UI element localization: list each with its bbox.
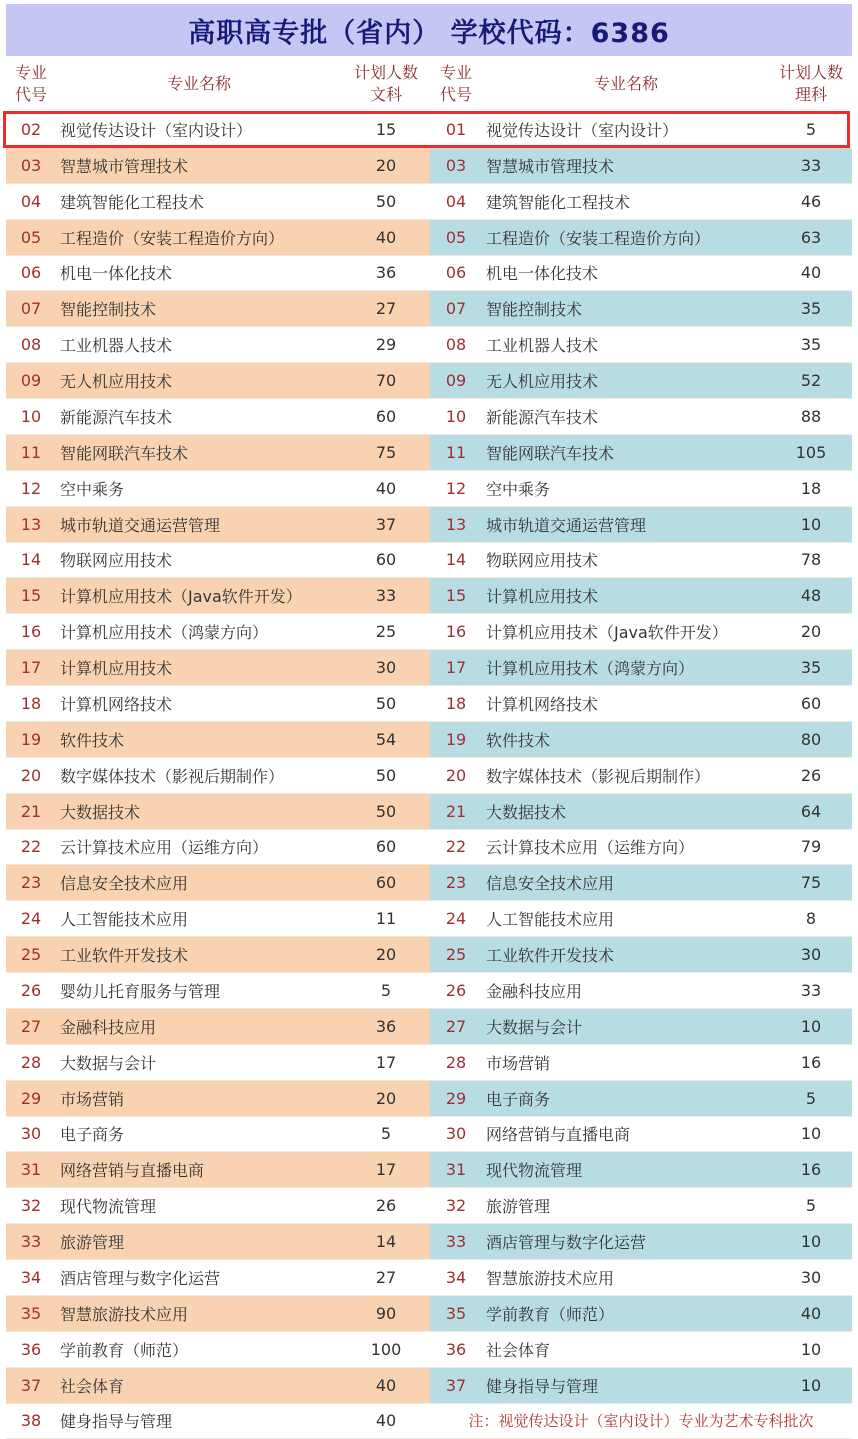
left-major-name: 智能网联汽车技术 (56, 434, 342, 470)
right-plan-count: 63 (770, 219, 852, 255)
right-major-name: 计算机应用技术（鸿蒙方向） (482, 650, 770, 686)
right-plan-count: 18 (770, 470, 852, 506)
left-plan-count: 25 (342, 614, 430, 650)
right-major-name: 计算机网络技术 (482, 686, 770, 722)
right-major-code: 30 (430, 1116, 482, 1152)
left-plan-count: 26 (342, 1188, 430, 1224)
left-major-name: 市场营销 (56, 1080, 342, 1116)
right-major-code: 11 (430, 434, 482, 470)
left-major-code: 05 (6, 219, 56, 255)
left-plan-count: 17 (342, 1152, 430, 1188)
left-major-name: 大数据与会计 (56, 1044, 342, 1080)
left-plan-count: 70 (342, 363, 430, 399)
left-major-name: 无人机应用技术 (56, 363, 342, 399)
left-plan-count: 11 (342, 901, 430, 937)
left-major-name: 婴幼儿托育服务与管理 (56, 973, 342, 1009)
left-major-code: 23 (6, 865, 56, 901)
right-plan-count: 26 (770, 757, 852, 793)
header-left-plan (342, 58, 430, 110)
right-major-name: 视觉传达设计（室内设计） (482, 112, 770, 147)
left-major-code: 09 (6, 363, 56, 399)
right-major-name: 旅游管理 (482, 1188, 770, 1224)
right-plan-count: 48 (770, 578, 852, 614)
table-row (6, 901, 852, 937)
header-left-plan-line1: 计划人数 (353, 63, 418, 82)
right-plan-count: 20 (770, 614, 852, 650)
left-plan-count: 14 (342, 1224, 430, 1260)
right-major-code: 09 (430, 363, 482, 399)
left-major-code: 03 (6, 147, 56, 183)
left-plan-count: 60 (342, 829, 430, 865)
right-major-code: 26 (430, 973, 482, 1009)
left-plan-count: 50 (342, 757, 430, 793)
right-plan-count: 5 (770, 1188, 852, 1224)
right-major-name: 大数据与会计 (482, 1008, 770, 1044)
left-plan-count: 30 (342, 650, 430, 686)
table-row (6, 434, 852, 470)
right-major-code: 01 (430, 112, 482, 147)
right-major-name: 城市轨道交通运营管理 (482, 506, 770, 542)
left-major-name: 金融科技应用 (56, 1008, 342, 1044)
table-row (6, 1403, 852, 1439)
left-plan-count: 37 (342, 506, 430, 542)
right-plan-count: 88 (770, 399, 852, 435)
header-right-plan-line1: 计划人数 (778, 63, 843, 82)
right-plan-count: 35 (770, 291, 852, 327)
table-row (6, 829, 852, 865)
art-batch-note: 注：视觉传达设计（室内设计）专业为艺术专科批次 (430, 1403, 852, 1439)
left-major-code: 20 (6, 757, 56, 793)
right-major-code: 12 (430, 470, 482, 506)
left-major-name: 工业软件开发技术 (56, 937, 342, 973)
left-major-code: 06 (6, 255, 56, 291)
left-plan-count: 50 (342, 686, 430, 722)
left-major-name: 数字媒体技术（影视后期制作） (56, 757, 342, 793)
left-major-name: 新能源汽车技术 (56, 399, 342, 435)
left-major-name: 大数据技术 (56, 793, 342, 829)
header-right-name (482, 58, 770, 110)
left-major-name: 机电一体化技术 (56, 255, 342, 291)
table-row (6, 506, 852, 542)
right-major-code: 27 (430, 1008, 482, 1044)
right-major-name: 数字媒体技术（影视后期制作） (482, 757, 770, 793)
right-major-code: 16 (430, 614, 482, 650)
right-major-name: 社会体育 (482, 1331, 770, 1367)
left-plan-count: 36 (342, 1008, 430, 1044)
left-major-name: 酒店管理与数字化运营 (56, 1260, 342, 1296)
left-major-code: 21 (6, 793, 56, 829)
right-plan-count: 30 (770, 937, 852, 973)
left-major-code: 30 (6, 1116, 56, 1152)
left-major-code: 24 (6, 901, 56, 937)
right-plan-count: 78 (770, 542, 852, 578)
right-plan-count: 52 (770, 363, 852, 399)
left-major-code: 32 (6, 1188, 56, 1224)
right-plan-count: 35 (770, 650, 852, 686)
left-major-name: 计算机应用技术（Java软件开发） (56, 578, 342, 614)
table-row (6, 793, 852, 829)
left-major-code: 07 (6, 291, 56, 327)
right-major-name: 机电一体化技术 (482, 255, 770, 291)
left-plan-count: 40 (342, 1403, 430, 1439)
left-major-code: 11 (6, 434, 56, 470)
left-major-code: 33 (6, 1224, 56, 1260)
table-row (6, 1152, 852, 1188)
left-major-code: 02 (6, 112, 56, 147)
left-major-code: 37 (6, 1367, 56, 1403)
left-plan-count: 5 (342, 973, 430, 1009)
left-major-name: 网络营销与直播电商 (56, 1152, 342, 1188)
right-major-code: 18 (430, 686, 482, 722)
right-major-code: 07 (430, 291, 482, 327)
major-table (6, 112, 852, 1439)
table-row (6, 1331, 852, 1367)
right-major-code: 34 (430, 1260, 482, 1296)
left-major-name: 健身指导与管理 (56, 1403, 342, 1439)
left-plan-count: 90 (342, 1295, 430, 1331)
right-major-code: 13 (430, 506, 482, 542)
table-row (6, 1224, 852, 1260)
left-plan-count: 33 (342, 578, 430, 614)
table-row (6, 614, 852, 650)
right-major-code: 04 (430, 183, 482, 219)
right-major-code: 17 (430, 650, 482, 686)
left-plan-count: 60 (342, 542, 430, 578)
header-left-name-label: 专业名称 (166, 74, 231, 93)
left-major-code: 35 (6, 1295, 56, 1331)
right-plan-count: 105 (770, 434, 852, 470)
table-row (6, 686, 852, 722)
left-major-code: 34 (6, 1260, 56, 1296)
right-major-name: 工业机器人技术 (482, 327, 770, 363)
left-plan-count: 20 (342, 937, 430, 973)
right-major-name: 无人机应用技术 (482, 363, 770, 399)
left-major-name: 软件技术 (56, 721, 342, 757)
right-major-code: 03 (430, 147, 482, 183)
right-major-name: 工业软件开发技术 (482, 937, 770, 973)
table-row (6, 1367, 852, 1403)
right-major-name: 人工智能技术应用 (482, 901, 770, 937)
left-major-code: 12 (6, 470, 56, 506)
right-major-code: 33 (430, 1224, 482, 1260)
left-major-code: 28 (6, 1044, 56, 1080)
table-row (6, 721, 852, 757)
right-major-name: 工程造价（安装工程造价方向） (482, 219, 770, 255)
left-major-code: 14 (6, 542, 56, 578)
right-major-code: 32 (430, 1188, 482, 1224)
table-row (6, 937, 852, 973)
header-right-plan-line2: 理科 (794, 85, 827, 104)
left-major-code: 31 (6, 1152, 56, 1188)
table-row (6, 973, 852, 1009)
right-major-code: 14 (430, 542, 482, 578)
header-right-name-label: 专业名称 (593, 74, 658, 93)
right-plan-count: 10 (770, 506, 852, 542)
right-major-name: 计算机应用技术 (482, 578, 770, 614)
left-plan-count: 100 (342, 1331, 430, 1367)
left-major-code: 18 (6, 686, 56, 722)
left-major-code: 10 (6, 399, 56, 435)
left-major-name: 空中乘务 (56, 470, 342, 506)
table-row (6, 1188, 852, 1224)
right-plan-count: 40 (770, 1295, 852, 1331)
page-title: 高职高专批（省内） 学校代码：6386 (6, 4, 852, 56)
left-major-name: 建筑智能化工程技术 (56, 183, 342, 219)
header-left-name (56, 58, 342, 110)
right-plan-count: 35 (770, 327, 852, 363)
left-major-name: 学前教育（师范） (56, 1331, 342, 1367)
header-right-code-line2: 代号 (439, 85, 472, 104)
left-major-code: 15 (6, 578, 56, 614)
left-major-name: 现代物流管理 (56, 1188, 342, 1224)
right-plan-count: 16 (770, 1044, 852, 1080)
right-major-code: 35 (430, 1295, 482, 1331)
right-major-code: 23 (430, 865, 482, 901)
left-major-code: 25 (6, 937, 56, 973)
left-major-code: 27 (6, 1008, 56, 1044)
table-row (6, 183, 852, 219)
table-row (6, 578, 852, 614)
header-left-code-line1: 专业 (14, 63, 47, 82)
left-plan-count: 60 (342, 865, 430, 901)
left-major-name: 电子商务 (56, 1116, 342, 1152)
right-major-name: 金融科技应用 (482, 973, 770, 1009)
left-plan-count: 15 (342, 112, 430, 147)
table-row (6, 542, 852, 578)
right-major-code: 06 (430, 255, 482, 291)
table-row (6, 1044, 852, 1080)
right-plan-count: 16 (770, 1152, 852, 1188)
right-major-code: 28 (430, 1044, 482, 1080)
left-major-code: 19 (6, 721, 56, 757)
right-major-name: 云计算技术应用（运维方向） (482, 829, 770, 865)
left-plan-count: 40 (342, 470, 430, 506)
right-major-name: 智能控制技术 (482, 291, 770, 327)
header-left-plan-line2: 文科 (369, 85, 402, 104)
left-major-name: 物联网应用技术 (56, 542, 342, 578)
right-plan-count: 60 (770, 686, 852, 722)
table-row (6, 1295, 852, 1331)
right-major-name: 物联网应用技术 (482, 542, 770, 578)
table-row (6, 255, 852, 291)
table-row (6, 147, 852, 183)
right-plan-count: 33 (770, 147, 852, 183)
right-major-code: 22 (430, 829, 482, 865)
right-major-code: 08 (430, 327, 482, 363)
right-major-name: 大数据技术 (482, 793, 770, 829)
left-major-name: 计算机网络技术 (56, 686, 342, 722)
right-plan-count: 10 (770, 1367, 852, 1403)
left-major-name: 工业机器人技术 (56, 327, 342, 363)
table-row (6, 470, 852, 506)
right-major-name: 学前教育（师范） (482, 1295, 770, 1331)
left-plan-count: 20 (342, 147, 430, 183)
right-major-name: 酒店管理与数字化运营 (482, 1224, 770, 1260)
left-plan-count: 75 (342, 434, 430, 470)
table-row (6, 1116, 852, 1152)
left-plan-count: 60 (342, 399, 430, 435)
table-row (6, 291, 852, 327)
right-plan-count: 10 (770, 1008, 852, 1044)
right-major-code: 05 (430, 219, 482, 255)
table-row (6, 757, 852, 793)
right-major-code: 21 (430, 793, 482, 829)
right-major-code: 19 (430, 721, 482, 757)
right-major-code: 36 (430, 1331, 482, 1367)
right-plan-count: 10 (770, 1116, 852, 1152)
right-plan-count: 80 (770, 721, 852, 757)
table-row (6, 399, 852, 435)
right-plan-count: 33 (770, 973, 852, 1009)
left-major-code: 29 (6, 1080, 56, 1116)
right-major-name: 网络营销与直播电商 (482, 1116, 770, 1152)
right-plan-count: 30 (770, 1260, 852, 1296)
left-plan-count: 20 (342, 1080, 430, 1116)
right-major-name: 电子商务 (482, 1080, 770, 1116)
right-major-name: 市场营销 (482, 1044, 770, 1080)
header-left-code-line2: 代号 (14, 85, 47, 104)
left-major-code: 04 (6, 183, 56, 219)
left-major-code: 26 (6, 973, 56, 1009)
left-plan-count: 5 (342, 1116, 430, 1152)
left-plan-count: 27 (342, 1260, 430, 1296)
right-major-name: 现代物流管理 (482, 1152, 770, 1188)
right-plan-count: 10 (770, 1331, 852, 1367)
right-major-name: 智慧旅游技术应用 (482, 1260, 770, 1296)
left-plan-count: 17 (342, 1044, 430, 1080)
left-major-name: 社会体育 (56, 1367, 342, 1403)
right-plan-count: 10 (770, 1224, 852, 1260)
left-major-code: 36 (6, 1331, 56, 1367)
left-major-code: 16 (6, 614, 56, 650)
right-major-name: 计算机应用技术（Java软件开发） (482, 614, 770, 650)
right-plan-count: 75 (770, 865, 852, 901)
right-major-name: 空中乘务 (482, 470, 770, 506)
right-plan-count: 79 (770, 829, 852, 865)
table-row (6, 1260, 852, 1296)
right-major-code: 24 (430, 901, 482, 937)
right-plan-count: 5 (770, 112, 852, 147)
right-major-name: 智能网联汽车技术 (482, 434, 770, 470)
table-row (6, 219, 852, 255)
left-major-name: 人工智能技术应用 (56, 901, 342, 937)
major-table-body (6, 112, 852, 1439)
left-major-name: 计算机应用技术 (56, 650, 342, 686)
left-major-name: 工程造价（安装工程造价方向） (56, 219, 342, 255)
left-major-name: 旅游管理 (56, 1224, 342, 1260)
table-row (6, 1008, 852, 1044)
right-major-code: 25 (430, 937, 482, 973)
left-major-code: 17 (6, 650, 56, 686)
right-plan-count: 40 (770, 255, 852, 291)
right-major-code: 29 (430, 1080, 482, 1116)
left-major-code: 22 (6, 829, 56, 865)
right-major-name: 新能源汽车技术 (482, 399, 770, 435)
right-major-code: 10 (430, 399, 482, 435)
right-major-code: 15 (430, 578, 482, 614)
right-major-name: 健身指导与管理 (482, 1367, 770, 1403)
left-major-name: 城市轨道交通运营管理 (56, 506, 342, 542)
left-major-name: 云计算技术应用（运维方向） (56, 829, 342, 865)
left-plan-count: 40 (342, 219, 430, 255)
right-major-name: 智慧城市管理技术 (482, 147, 770, 183)
left-major-name: 视觉传达设计（室内设计） (56, 112, 342, 147)
header-right-plan (770, 58, 852, 110)
left-plan-count: 50 (342, 183, 430, 219)
right-plan-count: 46 (770, 183, 852, 219)
table-row (6, 1080, 852, 1116)
left-major-code: 13 (6, 506, 56, 542)
left-major-name: 智慧城市管理技术 (56, 147, 342, 183)
left-major-name: 智慧旅游技术应用 (56, 1295, 342, 1331)
left-plan-count: 29 (342, 327, 430, 363)
left-major-name: 智能控制技术 (56, 291, 342, 327)
header-right-code (430, 58, 482, 110)
right-major-code: 31 (430, 1152, 482, 1188)
right-major-code: 37 (430, 1367, 482, 1403)
right-plan-count: 64 (770, 793, 852, 829)
right-major-name: 信息安全技术应用 (482, 865, 770, 901)
header-right-code-line1: 专业 (439, 63, 472, 82)
left-plan-count: 54 (342, 721, 430, 757)
table-row (6, 865, 852, 901)
left-major-name: 信息安全技术应用 (56, 865, 342, 901)
table-row (6, 650, 852, 686)
left-major-code: 08 (6, 327, 56, 363)
table-row (6, 363, 852, 399)
right-major-name: 软件技术 (482, 721, 770, 757)
left-plan-count: 36 (342, 255, 430, 291)
header-left-code (6, 58, 56, 110)
left-major-name: 计算机应用技术（鸿蒙方向） (56, 614, 342, 650)
right-plan-count: 8 (770, 901, 852, 937)
right-major-code: 20 (430, 757, 482, 793)
left-major-code: 38 (6, 1403, 56, 1439)
left-plan-count: 40 (342, 1367, 430, 1403)
right-plan-count: 5 (770, 1080, 852, 1116)
left-plan-count: 27 (342, 291, 430, 327)
left-plan-count: 50 (342, 793, 430, 829)
table-row (6, 327, 852, 363)
table-row (6, 112, 852, 147)
right-major-name: 建筑智能化工程技术 (482, 183, 770, 219)
